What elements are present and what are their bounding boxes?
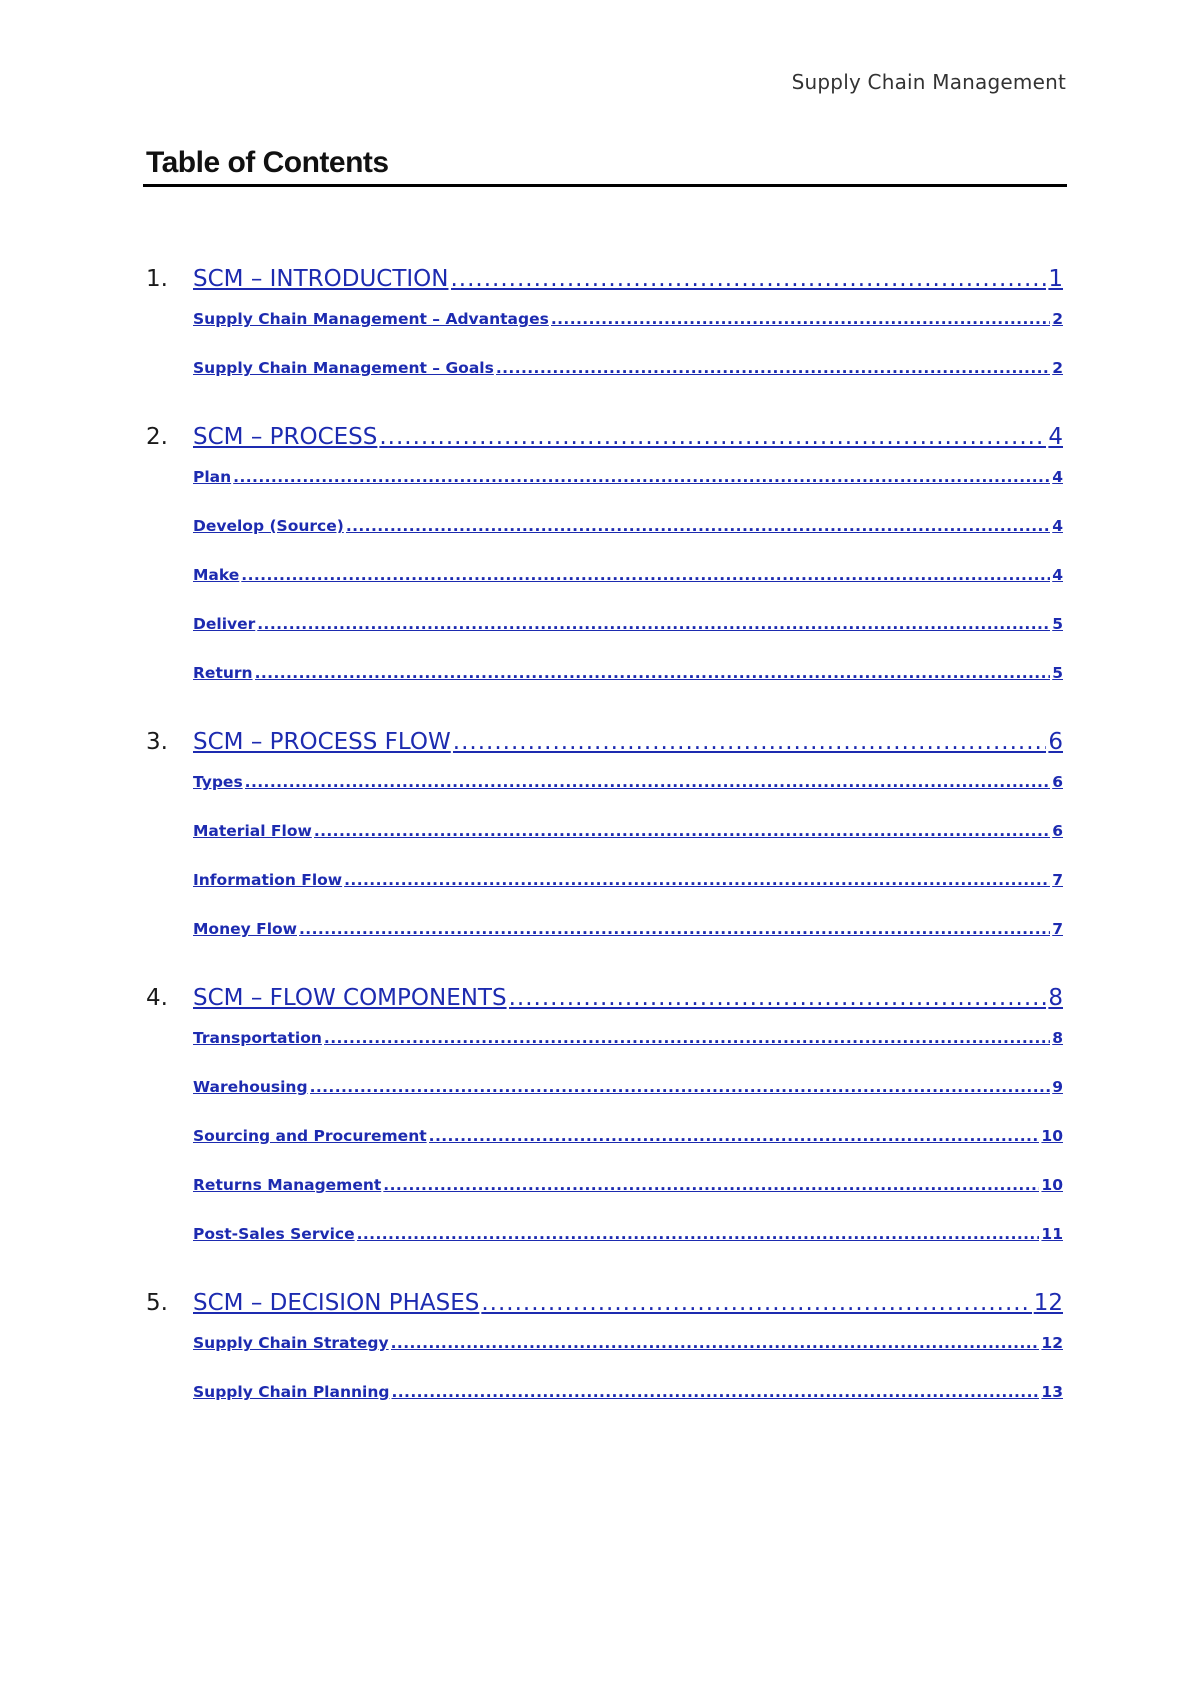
chapter-number: 5. [146, 1290, 168, 1316]
chapter-number: 2. [146, 424, 168, 450]
section-page-number: 11 [1041, 1225, 1063, 1243]
toc-section-entry [0, 357, 1200, 406]
toc-section-entry [0, 308, 1200, 357]
section-title: Develop (Source) [193, 517, 344, 535]
toc-chapter-link[interactable] [193, 266, 1063, 292]
toc-section-link[interactable] [193, 615, 1063, 633]
toc-chapter-link[interactable] [193, 729, 1063, 755]
section-page-number: 7 [1052, 920, 1063, 938]
toc-section-link[interactable] [193, 359, 1063, 377]
dot-leader [357, 1225, 1040, 1243]
chapter-page-number: 6 [1048, 729, 1063, 755]
dot-leader [233, 468, 1050, 486]
toc-section-entry [0, 869, 1200, 918]
section-page-number: 4 [1052, 517, 1063, 535]
section-title: Supply Chain Planning [193, 1383, 390, 1401]
title-rule [143, 184, 1067, 187]
dot-leader [551, 310, 1050, 328]
chapter-number: 4. [146, 985, 168, 1011]
toc-chapter-link[interactable] [193, 985, 1063, 1011]
toc-section-entry [0, 564, 1200, 613]
dot-leader [429, 1127, 1040, 1145]
section-title: Post-Sales Service [193, 1225, 355, 1243]
chapter-spacer [0, 1272, 1200, 1286]
dot-leader [391, 1383, 1039, 1401]
toc-chapter-entry [0, 981, 1200, 1017]
chapter-spacer [0, 711, 1200, 725]
toc-section-entry [0, 1076, 1200, 1125]
toc-section-entry [0, 1381, 1200, 1430]
toc-section-link[interactable] [193, 1225, 1063, 1243]
section-title: Material Flow [193, 822, 312, 840]
dot-leader [257, 615, 1050, 633]
toc-chapter-link[interactable] [193, 1290, 1063, 1316]
section-title: Information Flow [193, 871, 343, 889]
chapter-spacer [0, 406, 1200, 420]
dot-leader [245, 773, 1051, 791]
section-title: Money Flow [193, 920, 297, 938]
section-page-number: 2 [1052, 359, 1063, 377]
toc-section-link[interactable] [193, 1334, 1063, 1352]
section-title: Sourcing and Procurement [193, 1127, 427, 1145]
toc-section-link[interactable] [193, 822, 1063, 840]
toc-section-link[interactable] [193, 1127, 1063, 1145]
section-title: Warehousing [193, 1078, 308, 1096]
toc-section-link[interactable] [193, 920, 1063, 938]
toc-section-entry [0, 515, 1200, 564]
section-page-number: 12 [1041, 1334, 1063, 1352]
toc-chapter [0, 420, 1200, 725]
toc-section-entry [0, 1174, 1200, 1223]
section-page-number: 4 [1052, 468, 1063, 486]
section-title: Deliver [193, 615, 256, 633]
section-title: Returns Management [193, 1176, 382, 1194]
toc-section-link[interactable] [193, 773, 1063, 791]
section-page-number: 2 [1052, 310, 1063, 328]
toc-section-link[interactable] [193, 517, 1063, 535]
dot-leader [391, 1334, 1040, 1352]
chapter-title: SCM – DECISION PHASES [193, 1290, 480, 1316]
dot-leader [255, 664, 1051, 682]
toc-section-entry [0, 1125, 1200, 1174]
toc-section-entry [0, 1027, 1200, 1076]
chapter-title: SCM – INTRODUCTION [193, 266, 449, 292]
section-page-number: 5 [1052, 664, 1063, 682]
section-page-number: 7 [1052, 871, 1063, 889]
toc-section-entry [0, 918, 1200, 967]
dot-leader [509, 985, 1047, 1011]
chapter-page-number: 4 [1048, 424, 1063, 450]
dot-leader [451, 266, 1047, 292]
toc-section-link[interactable] [193, 566, 1063, 584]
chapter-title: SCM – PROCESS FLOW [193, 729, 451, 755]
section-page-number: 6 [1052, 822, 1063, 840]
section-page-number: 4 [1052, 566, 1063, 584]
section-title: Supply Chain Management – Advantages [193, 310, 549, 328]
toc-chapter-entry [0, 420, 1200, 456]
section-page-number: 5 [1052, 615, 1063, 633]
toc-section-link[interactable] [193, 310, 1063, 328]
chapter-title: SCM – FLOW COMPONENTS [193, 985, 507, 1011]
toc-section-entry [0, 466, 1200, 515]
dot-leader [314, 822, 1050, 840]
toc-chapter [0, 262, 1200, 420]
section-title: Supply Chain Management – Goals [193, 359, 494, 377]
dot-leader [379, 424, 1046, 450]
section-page-number: 10 [1041, 1176, 1063, 1194]
chapter-number: 1. [146, 266, 168, 292]
toc-section-link[interactable] [193, 664, 1063, 682]
toc-section-link[interactable] [193, 1383, 1063, 1401]
dot-leader [310, 1078, 1051, 1096]
chapter-page-number: 1 [1048, 266, 1063, 292]
dot-leader [496, 359, 1050, 377]
toc-section-entry [0, 1332, 1200, 1381]
dot-leader [453, 729, 1047, 755]
toc-section-entry [0, 662, 1200, 711]
toc-section-link[interactable] [193, 468, 1063, 486]
toc-section-entry [0, 771, 1200, 820]
section-page-number: 10 [1041, 1127, 1063, 1145]
toc-chapter-entry [0, 262, 1200, 298]
section-title: Transportation [193, 1029, 322, 1047]
toc-section-link[interactable] [193, 871, 1063, 889]
section-title: Make [193, 566, 240, 584]
chapter-number: 3. [146, 729, 168, 755]
toc-section-link[interactable] [193, 1029, 1063, 1047]
dot-leader [324, 1029, 1050, 1047]
toc-title: Table of Contents [146, 146, 389, 179]
toc-section-entry [0, 613, 1200, 662]
toc-chapter-entry [0, 725, 1200, 761]
section-title: Plan [193, 468, 232, 486]
toc-section-link[interactable] [193, 1078, 1063, 1096]
running-header: Supply Chain Management [791, 70, 1066, 94]
dot-leader [346, 517, 1050, 535]
toc-section-entry [0, 1223, 1200, 1272]
section-title: Return [193, 664, 253, 682]
toc-section-link[interactable] [193, 1176, 1063, 1194]
toc-chapter [0, 725, 1200, 981]
dot-leader [299, 920, 1050, 938]
chapter-page-number: 12 [1033, 1290, 1063, 1316]
toc-chapter-entry [0, 1286, 1200, 1322]
section-title: Supply Chain Strategy [193, 1334, 389, 1352]
section-page-number: 13 [1041, 1383, 1063, 1401]
toc-section-entry [0, 820, 1200, 869]
chapter-title: SCM – PROCESS [193, 424, 378, 450]
section-title: Types [193, 773, 243, 791]
dot-leader [481, 1290, 1031, 1316]
section-page-number: 6 [1052, 773, 1063, 791]
section-page-number: 9 [1052, 1078, 1063, 1096]
dot-leader [344, 871, 1050, 889]
toc-chapter-link[interactable] [193, 424, 1063, 450]
dot-leader [383, 1176, 1039, 1194]
section-page-number: 8 [1052, 1029, 1063, 1047]
toc-chapter [0, 981, 1200, 1286]
toc-list [0, 262, 1200, 1430]
chapter-page-number: 8 [1048, 985, 1063, 1011]
dot-leader [241, 566, 1050, 584]
chapter-spacer [0, 967, 1200, 981]
toc-chapter [0, 1286, 1200, 1430]
